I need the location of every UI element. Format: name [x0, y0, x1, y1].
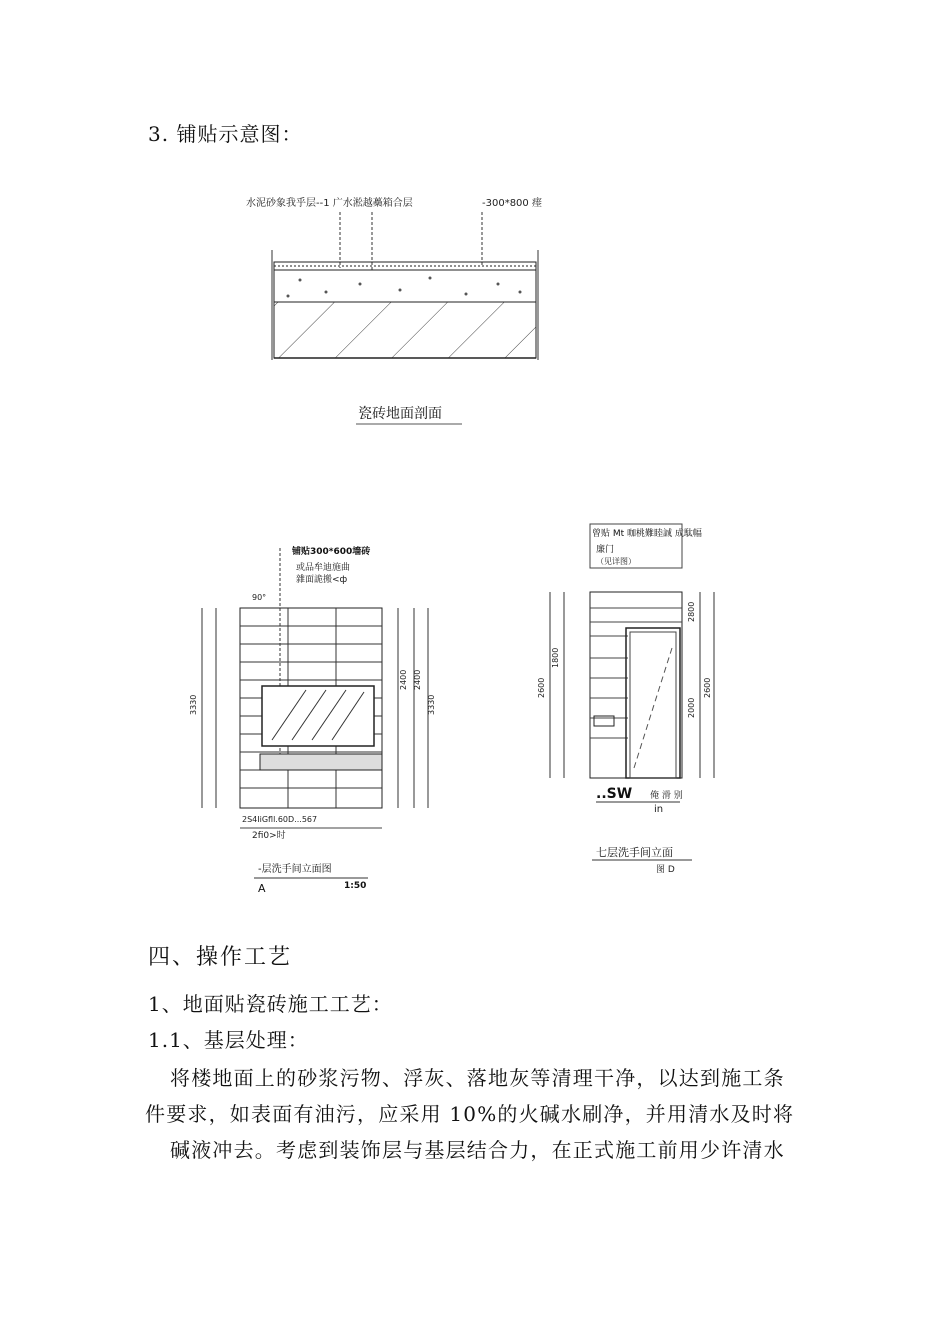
wall-left-caption: -层洗手间立面图 [258, 864, 332, 875]
wall-left-right-dim-2: 2400 [413, 669, 422, 690]
wall-right-right-dim-1: 2800 [687, 601, 696, 622]
heading-figure-3: 3. 铺贴示意图： [148, 122, 303, 146]
wall-left-note-2: 或品牟迪施曲 [296, 563, 351, 573]
floor-label-left: 水泥砂象我乎层--1 广水淞越蘽箱合层 [246, 198, 413, 209]
wall-right-right-dim-5: 2600 [703, 677, 712, 698]
floor-section-figure [230, 180, 570, 440]
wall-right-note-1: 曾贴 Mt 咖桃難睦誠 成駄幅 [592, 529, 702, 539]
wall-elevation-left [188, 540, 458, 900]
wall-right-tag-note: 俺 滑 别 [650, 791, 683, 801]
wall-left-bottom-1: 2S4IiGfll.60D...567 [242, 815, 318, 824]
wall-left-total: 3330 [189, 694, 198, 715]
wall-left-bottom-2: 2fi0>时 [252, 831, 286, 841]
paragraph-line-1: 将楼地面上的砂浆污物、浮灰、落地灰等清理干净，以达到施工条 [170, 1066, 785, 1090]
wall-left-note-1: 铺贴300*600墙砖 [292, 547, 371, 557]
wall-right-tag: ..SW [596, 786, 633, 802]
section-4-heading: 四、操作工艺 [148, 945, 293, 970]
wall-left-scale: 1:50 [344, 881, 367, 891]
paragraph-line-3: 碱液冲去。考虑到装饰层与基层结合力，在正式施工前用少许清水 [170, 1138, 785, 1162]
wall-left-tag: A [258, 882, 266, 895]
wall-left-right-dim-3: 3330 [427, 694, 436, 715]
wall-right-right-dim-4: 2000 [687, 697, 696, 718]
wall-right-caption-sub: 图 D [656, 865, 675, 875]
floor-caption: 瓷砖地面剖面 [358, 406, 442, 422]
wall-right-note-3: （见详图） [596, 557, 636, 566]
wall-right-total: 2600 [537, 677, 546, 698]
subheading-1: 1、地面贴瓷砖施工工艺： [148, 992, 393, 1016]
wall-right-note-2: 廉门 [596, 545, 615, 555]
wall-right-mid: 1800 [551, 647, 560, 668]
paragraph-line-2: 件要求，如表面有油污，应采用 10%的火碱水刷净，并用清水及时将 [145, 1102, 795, 1126]
wall-left-note-3: 雜面詭搬<ф [296, 575, 348, 585]
wall-elevation-right [530, 518, 760, 878]
wall-left-right-dim-1: 2400 [399, 669, 408, 690]
wall-left-angle: 90° [252, 593, 267, 602]
subheading-1-1: 1.1、基层处理： [148, 1028, 309, 1052]
wall-right-tag-sub: in [654, 804, 664, 815]
wall-right-caption: 七层洗手间立面 [596, 846, 673, 859]
floor-label-right: -300*800 瘗 [482, 198, 542, 209]
